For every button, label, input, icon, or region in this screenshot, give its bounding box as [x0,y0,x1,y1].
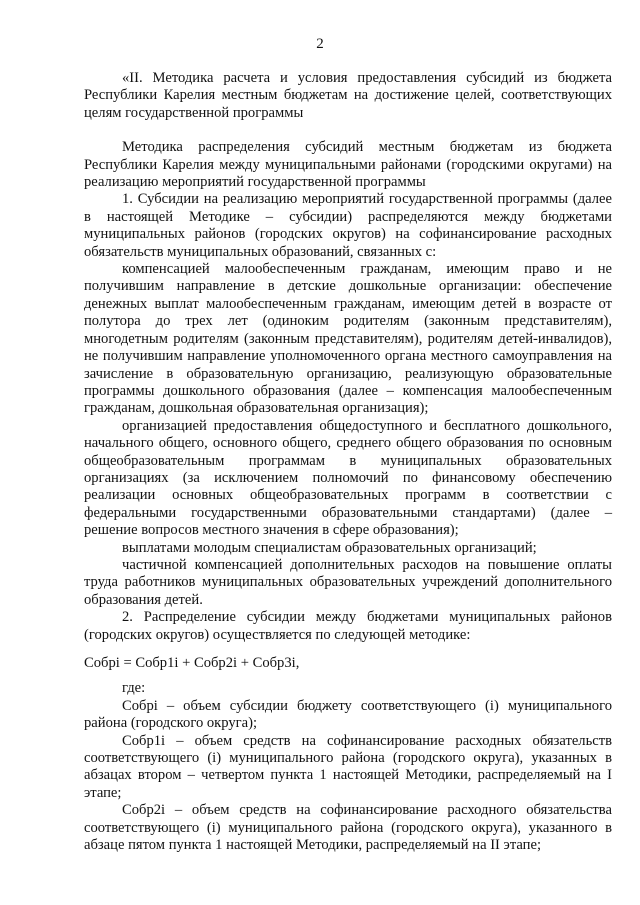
paragraph-education: организацией предоставления общедоступного и бесплатного дошкольного, начального общего, основного общего, среднего общего образования по основным общеобразовательным программам в муниципальных образовательных организациях (за исключением полномочий по финансовому обеспечению реализации основных общеобразовательных программ в соответствии с федеральными государственными образовательными стандартами) (далее – решение вопросов местного значения в сфере образования); [84,417,612,539]
methodology-title: Методика распределения субсидий местным бюджетам из бюджета Республики Карелия между муниципальными районами (городскими округами) на реализацию мероприятий государственной программы [84,139,612,191]
where-label: где: [122,680,146,697]
definition-sobr1i: Собр1i – объем средств на софинансирование расходных обязательств соответствующего (i) муниципального района (городского округа), указанных в абзацах втором – четвертом пункта 1 настоящей Методики, распределяемый на I этапе; [84,732,612,801]
paragraph-item-1: 1. Субсидии на реализацию мероприятий государственной программы (далее в настоящей Методике – субсидии) распределяются между бюджетами муниципальных районов (городских округов) на софинансирование расходных обязательств муниципальных образований, связанных с: [84,191,612,260]
paragraph-partial-compensation: частичной компенсацией дополнительных расходов на повышение оплаты труда работников муниципальных образовательных учреждений дополнительного образования детей. [84,556,612,608]
definition-sobri: Собрi – объем субсидии бюджету соответствующего (i) муниципального района (городского округа); [84,697,612,732]
paragraph-compensation: компенсацией малообеспеченным гражданам, имеющим право и не получившим направление в детские дошкольные организации: обеспечение денежных выплат малообеспеченным гражданам, имеющим детей в возрасте от полутора до трех лет (одиноким родителям (законным представителям), многодетным родителям (законным представителям), родителям детей-инвалидов), не получившим направление уполномоченного органа местного самоуправления на зачисление в образовательную организацию, реализующую образовательные программы дошкольного образования (далее – компенсация малообеспеченным гражданам, дошкольная образовательная организация); [84,261,612,417]
formula: Собрi = Собр1i + Собр2i + Собр3i, [84,655,300,671]
section-heading: «II. Методика расчета и условия предоставления субсидий из бюджета Республики Карелия местным бюджетам на достижение целей, соответствующих целям государственной программы [84,70,612,121]
page-number: 2 [316,36,324,52]
definition-sobr2i: Собр2i – объем средств на софинансирование расходного обязательства соответствующего (i) муниципального района (городского округа), указанного в абзаце пятом пункта 1 настоящей Методики, распределяемый на II этапе; [84,802,612,854]
spacer [84,122,612,139]
document-body [84,70,612,854]
paragraph-young-specialists: выплатами молодым специалистам образовательных организаций; [122,539,537,556]
paragraph-item-2: 2. Распределение субсидии между бюджетами муниципальных районов (городских округов) осуществляется по следующей методике: [84,609,612,643]
